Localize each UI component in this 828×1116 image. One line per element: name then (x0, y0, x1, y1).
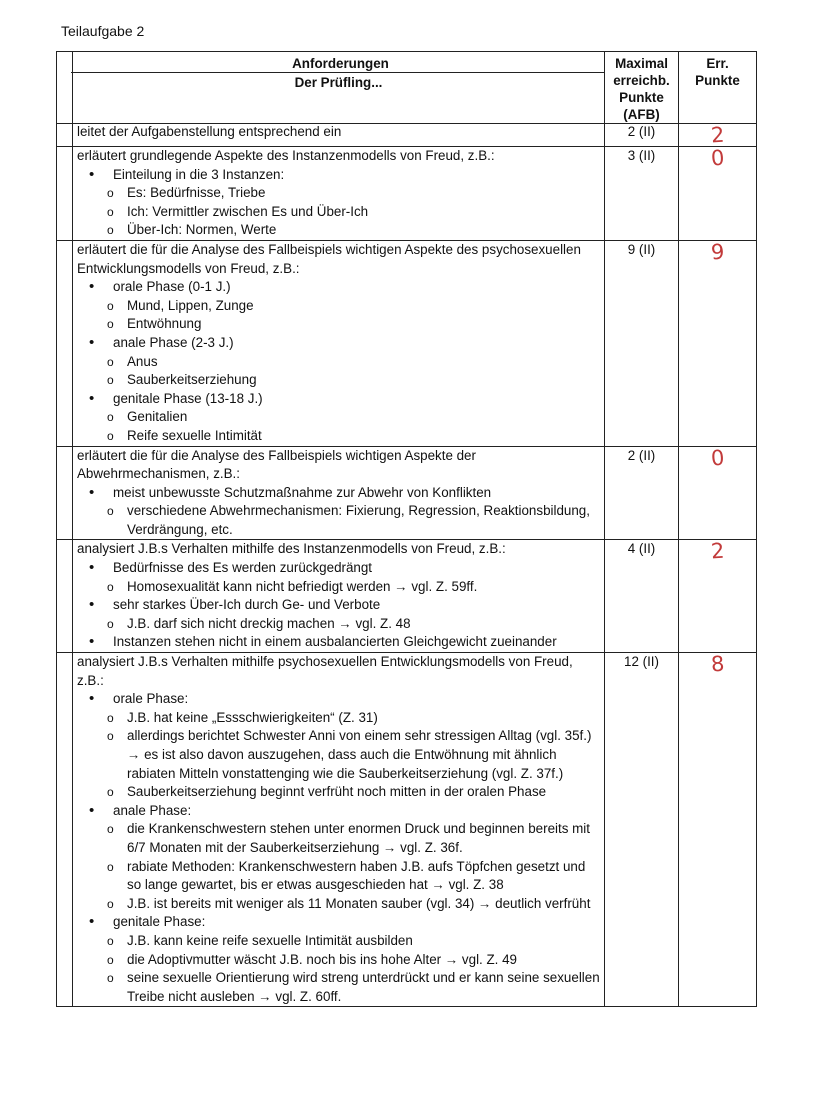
handwritten-score: 8 (709, 651, 726, 677)
criterion-text: leitet der Aufgabenstellung entsprechend ein (77, 124, 342, 139)
table-row (57, 446, 757, 540)
bullet-item: • genitale Phase (13-18 J.) (77, 390, 600, 409)
handwritten-score: 2 (709, 539, 726, 564)
criterion-text: erläutert die für die Analyse des Fallbeispiels wichtigen Aspekte des psychosexuellen Entwicklungsmodells von Freud, z.B.: (77, 241, 581, 276)
max-points-cell: 2 (II) (605, 124, 679, 147)
grading-table (56, 51, 757, 1007)
row-gap-cell (57, 124, 73, 147)
requirement-cell (73, 240, 605, 446)
sub-bullet-item: o allerdings berichtet Schwester Anni von einem sehr stressigen Alltag (vgl. 35f.) → es ist also davon auszugehen, dass auch die Entwöhnung mit ähnlich rabiaten Mitteln vonstattenging wie die Sauberkeitserziehung (vgl. Z. 37f.) (77, 727, 600, 783)
bullet-item: • anale Phase (2-3 J.) (77, 334, 600, 353)
sub-bullet-item: o Reife sexuelle Intimität (77, 427, 600, 446)
requirement-cell (73, 540, 605, 653)
err-points-cell (679, 446, 757, 540)
sub-bullet-item: o J.B. darf sich nicht dreckig machen → vgl. Z. 48 (77, 615, 600, 634)
err-points-cell (679, 124, 757, 147)
bullet-item: • Instanzen stehen nicht in einem ausbalancierten Gleichgewicht zueinander (77, 633, 600, 652)
requirement-cell (73, 446, 605, 540)
err-points-cell (679, 540, 757, 653)
err-points-header: Err. Punkte (679, 52, 757, 124)
sub-bullet-item: o Über-Ich: Normen, Werte (77, 221, 600, 240)
handwritten-score: 0 (709, 145, 726, 171)
sub-bullet-item: o rabiate Methoden: Krankenschwestern haben J.B. aufs Töpfchen gesetzt und so lange gewartet, bis er etwas ausgeschieden hat → vgl. Z. 38 (77, 858, 600, 895)
table-row (57, 240, 757, 446)
bullet-item: • sehr starkes Über-Ich durch Ge- und Verbote (77, 596, 600, 615)
max-points-cell: 9 (II) (605, 240, 679, 446)
table-row (57, 653, 757, 1007)
sub-bullet-item: o Ich: Vermittler zwischen Es und Über-Ich (77, 203, 600, 222)
sub-bullet-item: o Genitalien (77, 408, 600, 427)
sub-bullet-item: o Es: Bedürfnisse, Triebe (77, 184, 600, 203)
sub-bullet-item: o Homosexualität kann nicht befriedigt werden → vgl. Z. 59ff. (77, 578, 600, 597)
requirements-header (73, 52, 605, 124)
sub-bullet-item: o Anus (77, 353, 600, 372)
sub-bullet-item: o verschiedene Abwehrmechanismen: Fixierung, Regression, Reaktionsbildung, Verdrängung, etc. (77, 502, 600, 539)
bullet-item: • orale Phase: (77, 690, 600, 709)
max-points-header: Maximal erreichb. Punkte (AFB) (605, 52, 679, 124)
sub-bullet-item: o Sauberkeitserziehung (77, 371, 600, 390)
max-points-cell: 4 (II) (605, 540, 679, 653)
requirements-sub: Der Prüfling... (294, 75, 383, 90)
criterion-text: analysiert J.B.s Verhalten mithilfe psychosexuellen Entwicklungsmodells von Freud, z.B.: (77, 654, 573, 688)
requirement-cell (73, 147, 605, 241)
sub-bullet-item: o Sauberkeitserziehung beginnt verfrüht noch mitten in der oralen Phase (77, 783, 600, 802)
bullet-item: • Bedürfnisse des Es werden zurückgedrängt (77, 559, 600, 578)
sub-bullet-item: o seine sexuelle Orientierung wird streng unterdrückt und er kann seine sexuellen Treibe nicht ausleben → vgl. Z. 60ff. (77, 969, 600, 1006)
row-gap-cell (57, 540, 73, 653)
row-gap-cell (57, 653, 73, 1007)
bullet-item: • genitale Phase: (77, 913, 600, 932)
requirements-label: Anforderungen (71, 55, 604, 73)
row-gap-cell (57, 147, 73, 241)
page-title: Teilaufgabe 2 (61, 23, 145, 39)
bullet-item: • anale Phase: (77, 802, 600, 821)
sub-bullet-item: o J.B. kann keine reife sexuelle Intimität ausbilden (77, 932, 600, 951)
sub-bullet-item: o J.B. hat keine „Essschwierigkeiten“ (Z. 31) (77, 709, 600, 728)
err-points-cell (679, 240, 757, 446)
sub-bullet-item: o die Adoptivmutter wäscht J.B. noch bis ins hohe Alter → vgl. Z. 49 (77, 951, 600, 970)
handwritten-score: 0 (709, 445, 726, 470)
row-gap-cell (57, 240, 73, 446)
criterion-text: analysiert J.B.s Verhalten mithilfe des Instanzenmodells von Freud, z.B.: (77, 541, 506, 557)
table-row (57, 124, 757, 147)
requirement-cell (73, 653, 605, 1007)
sub-bullet-item: o Mund, Lippen, Zunge (77, 297, 600, 316)
max-points-cell: 2 (II) (605, 446, 679, 540)
handwritten-score: 2 (709, 122, 726, 148)
err-points-cell (679, 653, 757, 1007)
max-points-cell: 3 (II) (605, 147, 679, 241)
criterion-text: erläutert grundlegende Aspekte des Instanzenmodells von Freud, z.B.: (77, 148, 495, 163)
bullet-item: • Einteilung in die 3 Instanzen: (77, 166, 600, 185)
max-points-cell: 12 (II) (605, 653, 679, 1007)
sub-bullet-item: o J.B. ist bereits mit weniger als 11 Monaten sauber (vgl. 34) → deutlich verfrüht (77, 895, 600, 914)
criteria-rows (57, 124, 757, 1007)
sub-bullet-item: o Entwöhnung (77, 315, 600, 334)
table-row (57, 540, 757, 653)
bullet-item: • meist unbewusste Schutzmaßnahme zur Abwehr von Konflikten (77, 484, 600, 503)
err-points-cell (679, 147, 757, 241)
bullet-item: • orale Phase (0-1 J.) (77, 278, 600, 297)
handwritten-score: 9 (709, 239, 726, 265)
table-header-row (57, 52, 757, 124)
sub-bullet-item: o die Krankenschwestern stehen unter enormen Druck und beginnen bereits mit 6/7 Monaten mit der Sauberkeitserziehung → vgl. Z. 36f. (77, 820, 600, 857)
criterion-text: erläutert die für die Analyse des Fallbeispiels wichtigen Aspekte der Abwehrmechanismen, z.B.: (77, 447, 476, 482)
requirement-cell (73, 124, 605, 147)
table-row (57, 147, 757, 241)
row-gap-cell (57, 446, 73, 540)
